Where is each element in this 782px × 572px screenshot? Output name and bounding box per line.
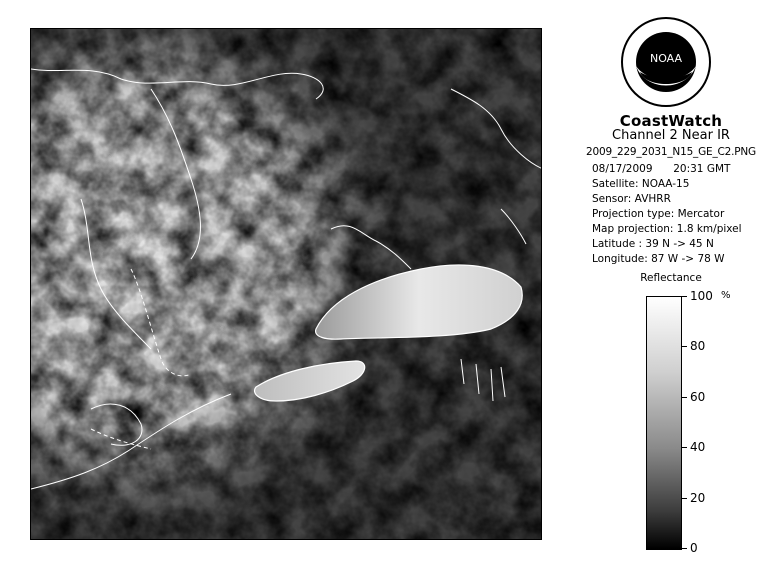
noaa-logo bbox=[620, 16, 712, 108]
colorbar-tick bbox=[682, 498, 687, 499]
satellite-label: Satellite: NOAA-15 bbox=[592, 178, 690, 190]
date-time-row bbox=[592, 162, 730, 177]
colorbar-tick-label: 80 bbox=[690, 339, 706, 354]
colorbar-tick-label: 20 bbox=[690, 490, 706, 505]
projection-label: Projection type: Mercator bbox=[592, 208, 725, 220]
time-value: 20:31 GMT bbox=[673, 163, 731, 175]
colorbar-title: Reflectance bbox=[640, 272, 702, 284]
info-panel bbox=[560, 0, 782, 572]
sensor-label: Sensor: AVHRR bbox=[592, 193, 671, 205]
colorbar-tick bbox=[682, 447, 687, 448]
channel-label: Channel 2 Near IR bbox=[612, 128, 730, 143]
colorbar-tick bbox=[682, 296, 687, 297]
longitude-label: Longitude: 87 W -> 78 W bbox=[592, 253, 725, 265]
product-title: CoastWatch bbox=[619, 112, 723, 130]
date-value: 08/17/2009 bbox=[592, 163, 653, 175]
logo-text: NOAA bbox=[649, 52, 683, 65]
filename: 2009_229_2031_N15_GE_C2.PNG bbox=[586, 146, 756, 158]
colorbar-tick-label: 100 bbox=[690, 289, 713, 303]
colorbar-tick bbox=[682, 397, 687, 398]
colorbar bbox=[646, 296, 682, 550]
satellite-map bbox=[30, 28, 542, 540]
resolution-label: Map projection: 1.8 km/pixel bbox=[592, 223, 742, 235]
colorbar-tick-label: 60 bbox=[690, 389, 706, 404]
latitude-label: Latitude : 39 N -> 45 N bbox=[592, 238, 714, 250]
colorbar-unit: % bbox=[721, 290, 731, 301]
colorbar-tick bbox=[682, 548, 687, 549]
colorbar-tick-label: 40 bbox=[690, 440, 706, 455]
colorbar-tick-label: 0 bbox=[690, 541, 698, 555]
colorbar-tick bbox=[682, 346, 687, 347]
satellite-image bbox=[31, 29, 542, 540]
